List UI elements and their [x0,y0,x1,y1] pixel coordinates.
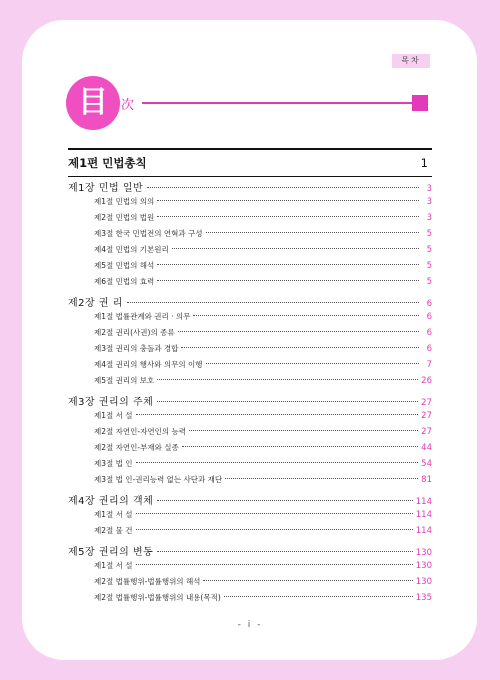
leader-dots [181,347,419,348]
chapter-title: 제4장 권리의 객체 [68,496,154,507]
section-page: 114 [415,510,432,520]
section-page: 6 [426,312,432,322]
leader-dots [182,446,418,447]
section-page: 6 [426,328,432,338]
toc-section[interactable] [94,474,432,485]
toc-section[interactable] [94,560,432,571]
section-title: 제1절 서 설 [94,411,133,420]
section-page: 5 [426,277,432,287]
chapter-page: 6 [426,299,432,309]
leader-dots [157,500,412,501]
part-title: 제1편 민법총칙 [68,156,147,170]
section-page: 27 [421,427,432,437]
section-title: 제5절 민법의 해석 [94,261,155,270]
section-title: 제4절 권리의 행사와 의무의 이행 [94,360,203,369]
section-page: 3 [426,213,432,223]
section-title: 제1절 민법의 의의 [94,197,155,206]
toc-section[interactable] [94,509,432,520]
section-title: 제1절 법률관계와 권리 · 의무 [94,312,191,321]
section-page: 6 [426,344,432,354]
section-title: 제2절 권리(사권)의 종류 [94,328,175,337]
toc-section[interactable] [94,592,432,603]
toc-chapter[interactable] [68,294,432,309]
toc-section[interactable] [94,359,432,370]
section-title: 제3절 한국 민법전의 연혁과 구성 [94,229,203,238]
leader-dots [172,248,419,249]
toc-section[interactable] [94,375,432,386]
leader-dots [127,302,419,303]
toc-section[interactable] [94,212,432,223]
section-page: 114 [415,526,432,536]
leader-dots [136,513,413,514]
leader-dots [157,551,412,552]
section-title: 제6절 민법의 효력 [94,277,155,286]
toc-section[interactable] [94,311,432,322]
leader-dots [178,331,419,332]
chapter-page: 130 [415,548,432,558]
leader-dots [147,187,419,188]
toc-section[interactable] [94,576,432,587]
section-page: 135 [415,593,432,603]
section-title: 제2절 자연인-자연인의 능력 [94,427,186,436]
chapter-title: 제3장 권리의 주체 [68,397,154,408]
leader-dots [136,462,419,463]
section-page: 130 [415,577,432,587]
chapter-page: 27 [421,398,432,408]
section-page: 130 [415,561,432,571]
part-page: 1 [420,156,428,170]
section-title: 제3절 권리의 충돌과 경합 [94,344,179,353]
toc-logo-circle: 目 [66,76,120,130]
section-title: 제4절 민법의 기본원리 [94,245,169,254]
toc-section[interactable] [94,244,432,255]
leader-dots [136,414,419,415]
chapter-title: 제1장 민법 일반 [68,183,144,194]
toc-section[interactable] [94,260,432,271]
section-page: 26 [421,376,432,386]
leader-dots [157,216,419,217]
toc-section[interactable] [94,327,432,338]
section-page: 81 [421,475,432,485]
leader-dots [157,401,418,402]
chapter-title: 제2장 권 리 [68,298,123,309]
toc-chapter[interactable] [68,393,432,408]
header-rule [142,102,414,104]
toc-section[interactable] [94,228,432,239]
chapter-page: 114 [415,497,432,507]
toc-section[interactable] [94,426,432,437]
section-page: 5 [426,245,432,255]
toc-chapter[interactable] [68,179,432,194]
toc-section[interactable] [94,458,432,469]
section-page: 3 [426,197,432,207]
section-page: 27 [421,411,432,421]
leader-dots [203,580,412,581]
section-title: 제3절 법 인-권리능력 없는 사단과 재단 [94,475,223,484]
section-title: 제2절 법률행위-법률행위의 내용(목적) [94,593,221,602]
toc-chapter[interactable] [68,492,432,507]
section-title: 제2절 물 건 [94,526,133,535]
toc-section[interactable] [94,442,432,453]
leader-dots [189,430,418,431]
section-badge: 목차 [392,54,430,68]
toc-section[interactable] [94,343,432,354]
section-title: 제2절 민법의 법원 [94,213,155,222]
toc-section[interactable] [94,196,432,207]
leader-dots [224,596,413,597]
section-page: 5 [426,261,432,271]
leader-dots [206,232,420,233]
leader-dots [136,529,413,530]
chapter-title: 제5장 권리의 변동 [68,547,154,558]
section-title: 제2절 법률행위-법률행위의 해석 [94,577,201,586]
toc-logo-subtitle: 次 [121,98,135,113]
section-title: 제1절 서 설 [94,561,133,570]
leader-dots [193,315,419,316]
toc-section[interactable] [94,410,432,421]
page-number: - i - [237,620,263,630]
leader-dots [136,564,413,565]
toc-section[interactable] [94,525,432,536]
leader-dots [157,264,419,265]
section-title: 제2절 자연인-부재와 실종 [94,443,179,452]
part-heading[interactable] [68,148,432,177]
section-title: 제5절 권리의 보호 [94,376,155,385]
section-page: 54 [421,459,432,469]
leader-dots [206,363,420,364]
leader-dots [225,478,418,479]
chapter-page: 3 [426,184,432,194]
section-page: 5 [426,229,432,239]
toc-chapter[interactable] [68,543,432,558]
section-page: 44 [421,443,432,453]
toc-section[interactable] [94,276,432,287]
leader-dots [157,379,418,380]
section-title: 제1절 서 설 [94,510,133,519]
leader-dots [157,200,419,201]
leader-dots [157,280,419,281]
section-title: 제3절 법 인 [94,459,133,468]
section-page: 7 [426,360,432,370]
header-rule-square [412,95,428,111]
